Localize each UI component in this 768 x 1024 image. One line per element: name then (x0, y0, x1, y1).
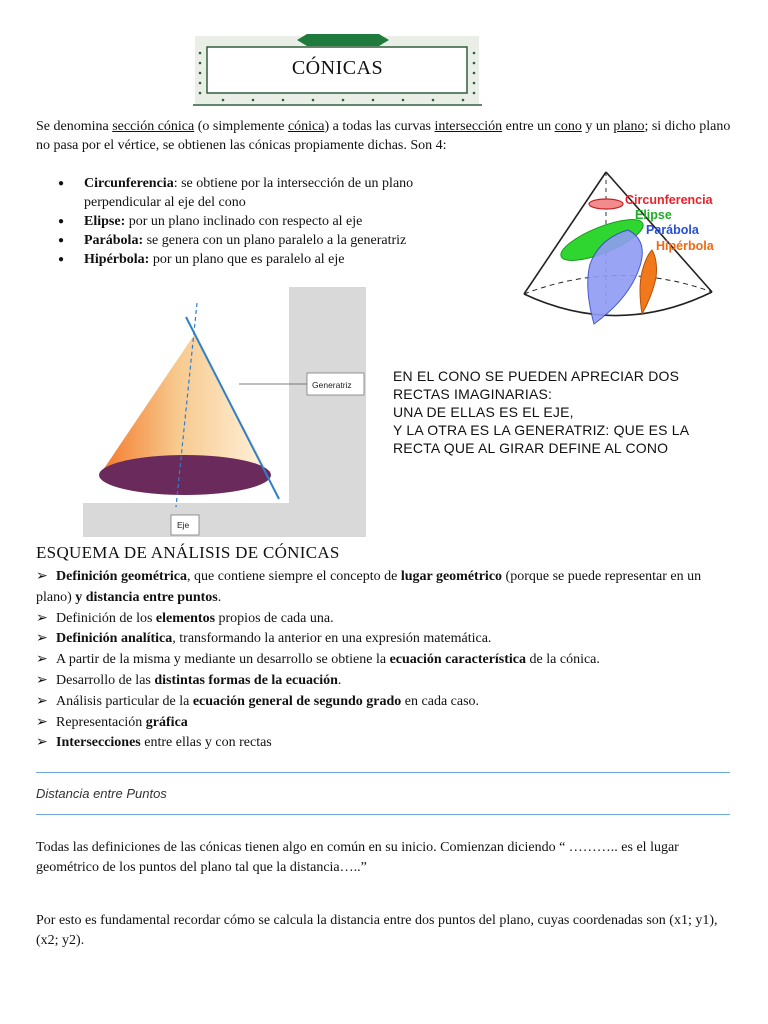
bullet-text: por un plano que es paralelo al eje (149, 252, 345, 267)
intro-text-2: (o simplemente (194, 119, 288, 134)
cone-note-line: RECTA QUE AL GIRAR DEFINE AL CONO (393, 440, 669, 456)
bullet-text: se obtiene por la intersección de un plano perpendicular al eje del cono (84, 176, 414, 210)
intro-paragraph (36, 117, 736, 155)
intro-text-5: y un (581, 119, 614, 134)
scheme-text: A partir de la misma y mediante un desarrollo se obtiene la (56, 652, 390, 668)
arrow-bullet-icon: ➢ (36, 693, 48, 709)
label-elipse: Elipse (635, 208, 672, 222)
list-item (36, 609, 726, 630)
label-circunferencia: Circunferencia (625, 193, 713, 207)
list-item (58, 174, 468, 212)
arrow-bullet-icon: ➢ (36, 735, 48, 751)
arrow-bullet-icon: ➢ (36, 652, 48, 668)
cone-base (99, 455, 271, 495)
bullet-sep: : (173, 176, 178, 191)
list-item (58, 250, 468, 269)
link-plano[interactable]: plano (613, 119, 645, 134)
divider-top (36, 772, 730, 773)
eje-label: Eje (177, 520, 190, 530)
link-cono[interactable]: cono (554, 119, 582, 134)
list-item (36, 733, 726, 754)
label-hiperbola: Hipérbola (656, 239, 714, 253)
analysis-scheme-list (36, 567, 726, 754)
arrow-bullet-icon: ➢ (36, 569, 48, 584)
distance-paragraph-1: Todas las definiciones de las cónicas tienen algo en común en su inicio. Comienzan diciendo “ ……….. es el lugar geométrico de los puntos del plano tal que la distancia…..” (36, 840, 679, 875)
list-item (36, 567, 726, 609)
scheme-text: Desarrollo de las (56, 672, 155, 688)
scheme-text: de la cónica. (526, 652, 600, 668)
bullet-term: Circunferencia (84, 176, 174, 191)
scheme-text: . (217, 589, 222, 605)
generatriz-label: Generatriz (312, 380, 352, 390)
list-item (58, 231, 468, 250)
list-item (36, 650, 726, 671)
conic-types-list (58, 174, 468, 269)
scheme-text: Representación (56, 714, 146, 730)
intro-text-3: ) a todas las curvas (324, 119, 435, 134)
scheme-text: . (337, 672, 342, 688)
scheme-text: (porque se puede representar en un plano) (36, 569, 702, 605)
scheme-bold: Definición analítica (56, 631, 173, 647)
link-conica[interactable]: cónica (287, 119, 325, 134)
scheme-bold: Intersecciones (56, 735, 141, 751)
scheme-bold: gráfica (145, 714, 188, 730)
scheme-bold: ecuación característica (389, 652, 527, 668)
scheme-bold: ecuación general de segundo grado (192, 693, 402, 709)
list-item (36, 692, 726, 713)
bullet-term: Hipérbola: (84, 252, 150, 267)
scheme-text: propios de cada una. (215, 610, 334, 626)
bullet-term: Elipse: (84, 214, 126, 229)
intro-text-6: ; si dicho plano no pasa por el vértice, se obtienen las cónicas propiamente dichas. Son 4: (36, 119, 731, 153)
cone-note-line: Y LA OTRA ES LA GENERATRIZ: QUE ES LA (393, 422, 690, 438)
cone-note-line: UNA DE ELLAS ES EL EJE, (393, 404, 574, 420)
scheme-text: en cada caso. (401, 693, 480, 709)
conic-sections-cone-figure (518, 168, 718, 330)
distance-paragraph-2: Por esto es fundamental recordar cómo se calcula la distancia entre dos puntos del plano, cuyas coordenadas son (x1; y1), (x2; y2). (36, 913, 718, 948)
title-banner (193, 33, 482, 106)
arrow-bullet-icon: ➢ (36, 631, 48, 647)
scheme-bold: y distancia entre puntos (75, 589, 218, 605)
arrow-bullet-icon: ➢ (36, 714, 48, 730)
scheme-text: , que contiene siempre el concepto de (187, 569, 401, 584)
list-item (36, 671, 726, 692)
divider-bottom (36, 814, 730, 815)
arrow-bullet-icon: ➢ (36, 672, 48, 688)
bullet-text: se genera con un plano paralelo a la generatriz (143, 233, 407, 248)
scheme-text: , transformando la anterior en una expresión matemática. (172, 631, 492, 647)
arrow-bullet-icon: ➢ (36, 610, 48, 626)
intro-text-1: Se denomina (36, 119, 113, 134)
scheme-bold: lugar geométrico (400, 569, 503, 584)
label-parabola: Parábola (646, 223, 699, 237)
list-item (36, 713, 726, 734)
intro-text-4: entre un (502, 119, 555, 134)
scheme-bold: distintas formas de la ecuación (154, 672, 338, 688)
scheme-text: Análisis particular de la (56, 693, 193, 709)
link-interseccion[interactable]: intersección (434, 119, 503, 134)
hiperbola-section (640, 250, 657, 314)
bullet-text: por un plano inclinado con respecto al eje (125, 214, 363, 229)
circunferencia-section (589, 199, 623, 209)
scheme-text: entre ellas y con rectas (140, 735, 272, 751)
cone-note-line: RECTAS IMAGINARIAS: (393, 386, 553, 402)
scheme-bold: Definición geométrica (56, 569, 188, 584)
list-item (36, 629, 726, 650)
distance-section-title: Distancia entre Puntos (36, 786, 167, 801)
list-item (58, 212, 468, 231)
cone-axis-generatrix-figure (83, 287, 366, 537)
link-seccion-conica[interactable]: sección cónica (112, 119, 195, 134)
bullet-term: Parábola: (84, 233, 144, 248)
scheme-text: Definición de los (56, 610, 156, 626)
page-title: CÓNICAS (291, 57, 384, 79)
cone-note-line: EN EL CONO SE PUEDEN APRECIAR DOS (393, 368, 680, 384)
cone-explanation (393, 367, 733, 457)
section-heading: ESQUEMA DE ANÁLISIS DE CÓNICAS (36, 543, 340, 562)
scheme-bold: elementos (155, 610, 216, 626)
